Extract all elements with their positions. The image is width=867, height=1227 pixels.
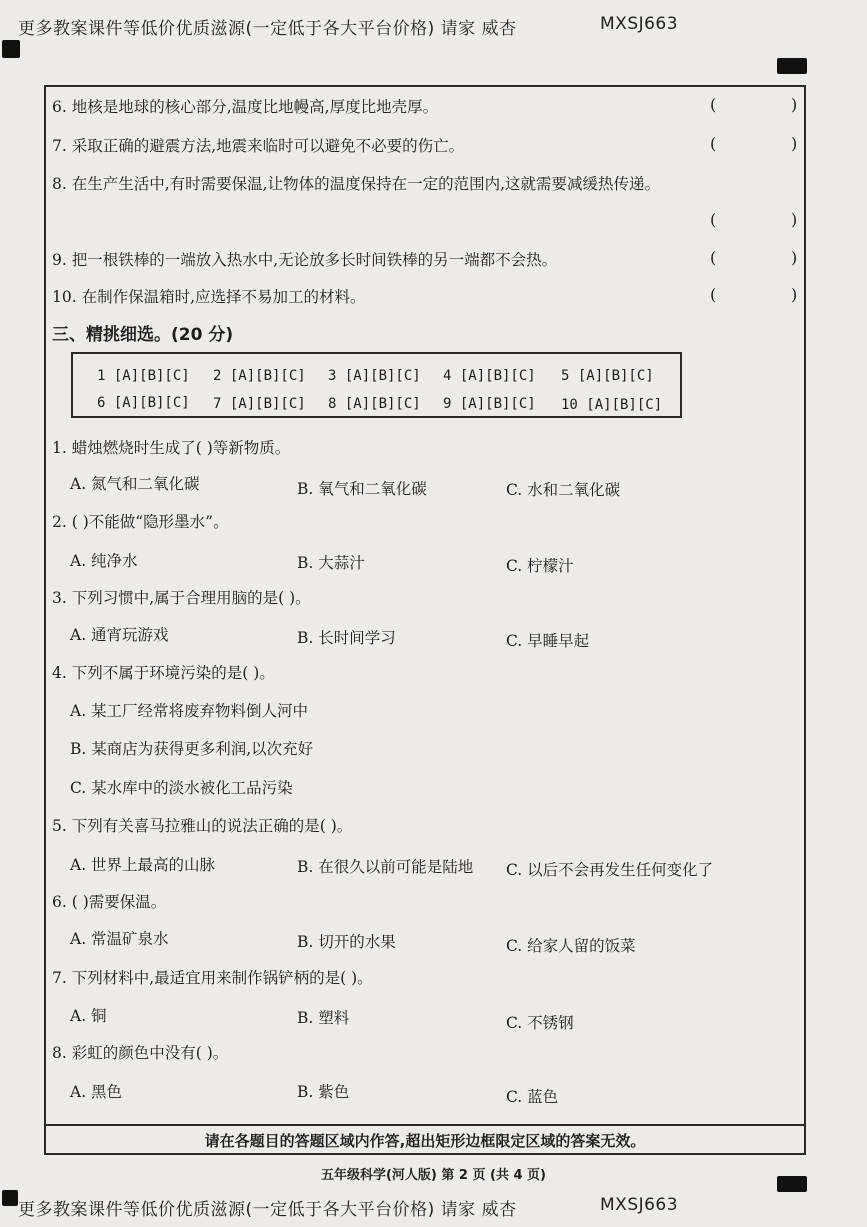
question-7-option-c[interactable]: C. 不锈钢 [506,1014,574,1032]
banner-code: MXSJ663 [600,14,679,34]
question-7-option-a[interactable]: A. 铜 [70,1007,107,1025]
paren-left: ( [710,210,717,229]
scan-marker-bottom-left [2,1190,18,1206]
answer-bubble-4[interactable]: 4 [A][B][C] [443,368,536,384]
question-6-stem: 6. ( )需要保温。 [52,893,167,911]
judge-num: 10. [52,288,77,306]
notice-text: 请在各题目的答题区域内作答,超出矩形边框限定区域的答案无效。 [204,1132,646,1150]
answer-bubble-6[interactable]: 6 [A][B][C] [97,395,190,411]
page-number: 五年级科学(河人版) 第 2 页 (共 4 页) [320,1168,546,1183]
question-2-option-c[interactable]: C. 柠檬汁 [506,557,574,575]
question-3-stem: 3. 下列习惯中,属于合理用脑的是( )。 [52,589,311,607]
scan-marker-top-left [2,40,20,58]
question-3-option-a[interactable]: A. 通宵玩游戏 [70,626,169,644]
answer-bubble-3[interactable]: 3 [A][B][C] [328,368,421,384]
question-1-option-b[interactable]: B. 氧气和二氧化碳 [297,480,427,498]
banner-code: MXSJ663 [600,1195,679,1215]
question-4-option-c[interactable]: C. 某水库中的淡水被化工品污染 [70,779,293,797]
judge-paren-10[interactable] [710,285,798,304]
paren-left: ( [710,248,717,267]
judge-num: 6. [52,98,67,116]
question-6-option-a[interactable]: A. 常温矿泉水 [70,930,169,948]
question-2-option-a[interactable]: A. 纯净水 [70,552,138,570]
question-2-option-b[interactable]: B. 大蒜汁 [297,554,365,572]
question-5-option-b[interactable]: B. 在很久以前可能是陆地 [297,858,474,876]
paren-left: ( [710,285,717,304]
question-6-option-c[interactable]: C. 给家人留的饭菜 [506,937,636,955]
paren-right: ) [791,134,798,153]
judge-item-6 [52,95,438,117]
judge-item-7 [52,134,464,156]
question-8-option-a[interactable]: A. 黑色 [70,1083,123,1101]
question-2-stem: 2. ( )不能做“隐形墨水”。 [52,513,229,531]
question-1-stem: 1. 蜡烛燃烧时生成了( )等新物质。 [52,439,291,457]
judge-num: 7. [52,137,67,155]
question-1-option-a[interactable]: A. 氮气和二氧化碳 [70,475,200,493]
paren-right: ) [791,95,798,114]
question-8-option-c[interactable]: C. 蓝色 [506,1088,559,1106]
question-5-stem: 5. 下列有关喜马拉雅山的说法正确的是( )。 [52,817,353,835]
judge-item-8 [52,172,660,194]
judge-text: 地核是地球的核心部分,温度比地幔高,厚度比地壳厚。 [71,98,439,116]
question-4-option-a[interactable]: A. 某工厂经常将废弃物料倒人河中 [70,702,309,720]
banner-text: 更多教案课件等低价优质滋源(一定低于各大平台价格) 请家 威杏 [18,1200,517,1220]
paren-right: ) [791,210,798,229]
banner-text: 更多教案课件等低价优质滋源(一定低于各大平台价格) 请家 威杏 [18,19,517,39]
answer-bubble-5[interactable]: 5 [A][B][C] [561,368,654,384]
answer-bubble-8[interactable]: 8 [A][B][C] [328,396,421,412]
question-1-option-c[interactable]: C. 水和二氧化碳 [506,481,621,499]
judge-text: 在生产生活中,有时需要保温,让物体的温度保持在一定的范围内,这就需要减缓热传递。 [71,175,661,193]
judge-paren-7[interactable] [710,134,798,153]
top-banner [18,14,679,39]
paren-right: ) [791,285,798,304]
judge-text: 把一根铁棒的一端放入热水中,无论放多长时间铁棒的另一端都不会热。 [71,251,558,269]
judge-paren-6[interactable] [710,95,798,114]
scan-marker-top-right [777,58,807,74]
question-7-option-b[interactable]: B. 塑料 [297,1009,350,1027]
answer-bubble-2[interactable]: 2 [A][B][C] [213,368,306,384]
judge-paren-9[interactable] [710,248,798,267]
judge-num: 8. [52,175,67,193]
judge-num: 9. [52,251,67,269]
section-title: 三、精挑细选。(20 分) [52,325,234,345]
question-4-option-b[interactable]: B. 某商店为获得更多利润,以次充好 [70,740,314,758]
question-5-option-c[interactable]: C. 以后不会再发生任何变化了 [506,861,714,879]
judge-item-9 [52,248,557,270]
judge-text: 采取正确的避震方法,地震来临时可以避免不必要的伤亡。 [71,137,465,155]
question-7-stem: 7. 下列材料中,最适宜用来制作锅铲柄的是( )。 [52,969,373,987]
question-4-stem: 4. 下列不属于环境污染的是( )。 [52,664,275,682]
judge-paren-8[interactable] [710,210,798,229]
judge-item-10 [52,285,366,307]
answer-bubble-1[interactable]: 1 [A][B][C] [97,368,190,384]
answer-bubble-7[interactable]: 7 [A][B][C] [213,396,306,412]
answer-bubble-9[interactable]: 9 [A][B][C] [443,396,536,412]
bottom-banner [18,1195,679,1220]
paren-right: ) [791,248,798,267]
answer-area-notice [44,1124,806,1155]
question-8-stem: 8. 彩虹的颜色中没有( )。 [52,1044,229,1062]
question-3-option-c[interactable]: C. 早睡早起 [506,632,590,650]
question-5-option-a[interactable]: A. 世界上最高的山脉 [70,856,216,874]
answer-frame [44,85,806,1155]
question-3-option-b[interactable]: B. 长时间学习 [297,629,396,647]
question-6-option-b[interactable]: B. 切开的水果 [297,933,396,951]
question-8-option-b[interactable]: B. 紫色 [297,1083,350,1101]
paren-left: ( [710,134,717,153]
answer-bubble-10[interactable]: 10 [A][B][C] [561,397,663,413]
paren-left: ( [710,95,717,114]
judge-text: 在制作保温箱时,应选择不易加工的材料。 [81,288,366,306]
